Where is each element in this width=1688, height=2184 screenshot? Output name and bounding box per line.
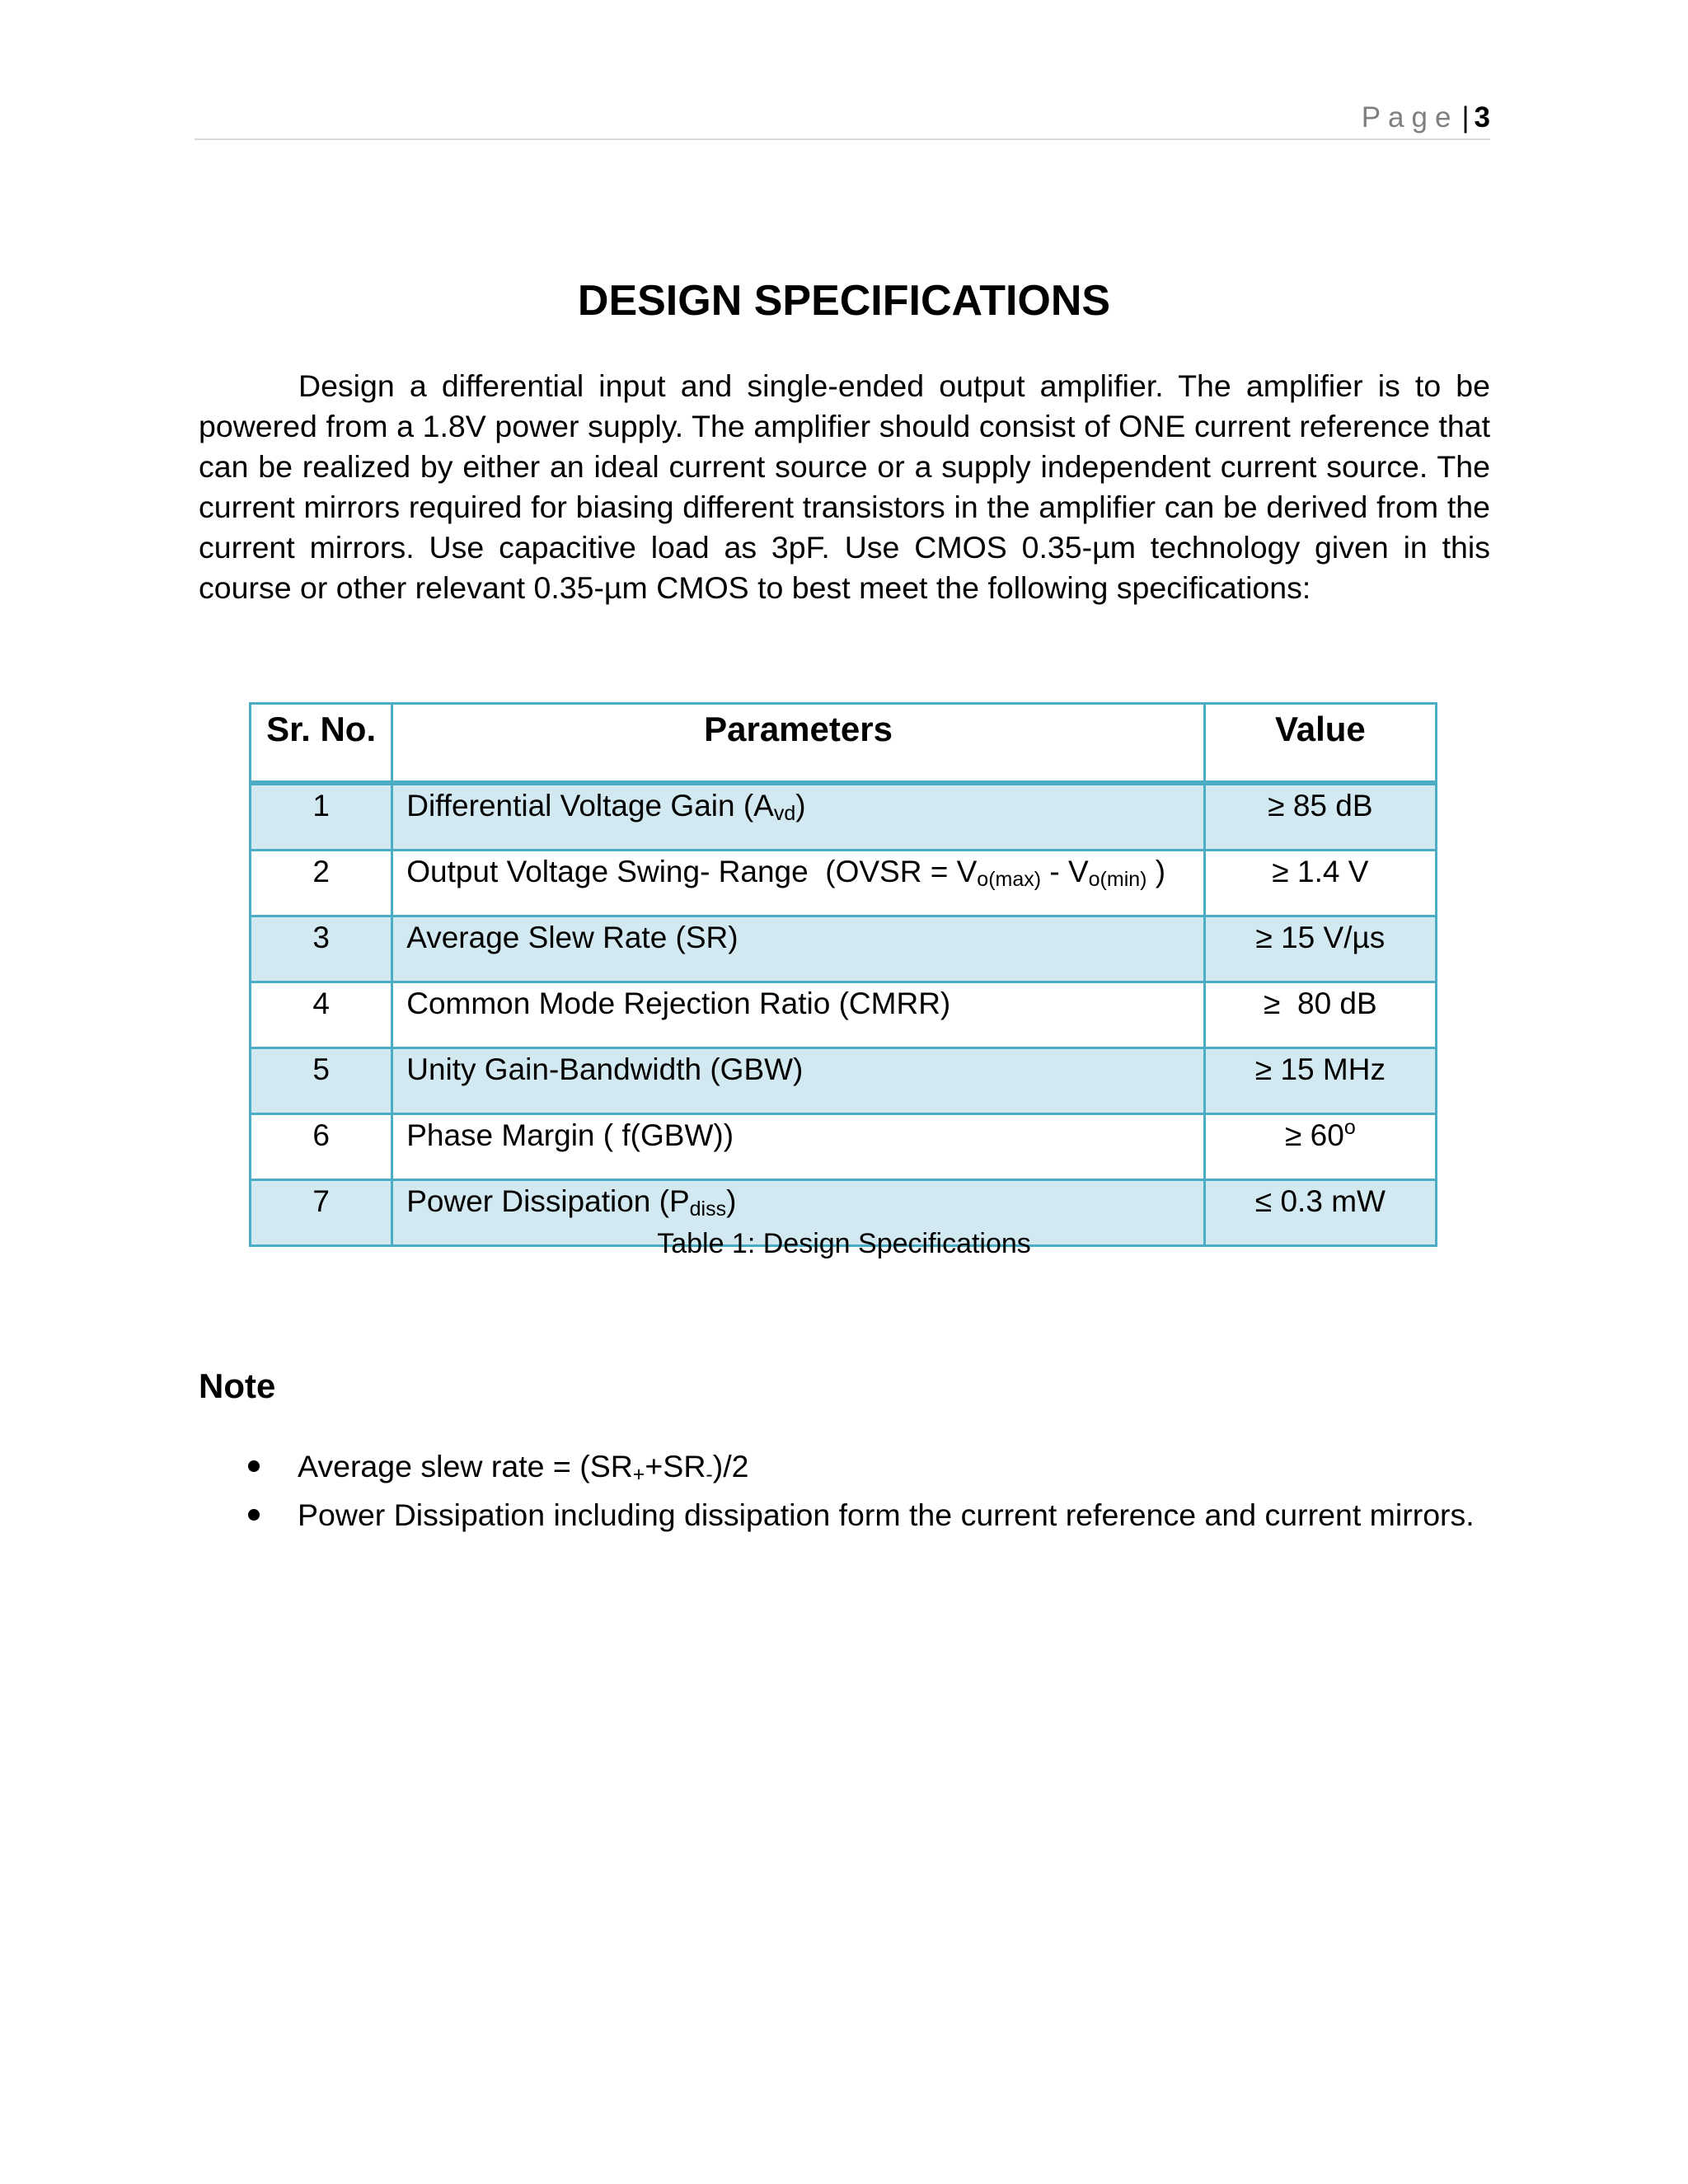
header-value: Value	[1204, 704, 1436, 784]
table-row	[251, 916, 1437, 982]
row-number: 4	[251, 982, 392, 1048]
row-number: 3	[251, 916, 392, 982]
intro-paragraph: Design a differential input and single-ended output amplifier. The amplifier is to be powered from a 1.8V power supply. The amplifier should consist of ONE current reference that can be realized by either an ideal current source or a supply independent current source. The current mirrors required for biasing different transistors in the amplifier can be derived from the current mirrors. Use capacitive load as 3pF. Use CMOS 0.35-µm technology given in this course or other relevant 0.35-µm CMOS to best meet the following specifications:	[199, 368, 1490, 605]
header-sr-no: Sr. No.	[251, 704, 392, 784]
table-header-row	[251, 704, 1437, 784]
bullet-icon	[248, 1460, 260, 1472]
row-parameter: Phase Margin ( f(GBW))	[392, 1114, 1205, 1180]
row-parameter: Average Slew Rate (SR)	[392, 916, 1205, 982]
page-number: 3	[1474, 101, 1490, 134]
row-number: 2	[251, 851, 392, 916]
page-separator: |	[1461, 101, 1470, 134]
row-parameter: Output Voltage Swing- Range (OVSR = $V_{o(max)} - V_{o(min)}$ )	[392, 851, 1205, 916]
row-value: ≤ 0.3 mW	[1204, 1180, 1436, 1246]
row-number: 5	[251, 1048, 392, 1114]
note-list	[199, 1442, 1517, 1540]
list-item: Power Dissipation including dissipation form the current reference and current mirrors.	[199, 1491, 1517, 1540]
list-item: Average slew rate = $(SR_++SR_-)/2$	[199, 1442, 1517, 1491]
row-value: ≥ 85 dB	[1204, 783, 1436, 851]
table-row	[251, 1114, 1437, 1180]
table-row	[251, 1048, 1437, 1114]
row-value: ≥ 15 V/µs	[1204, 916, 1436, 982]
table-row	[251, 982, 1437, 1048]
row-number: 6	[251, 1114, 392, 1180]
row-number: 1	[251, 783, 392, 851]
row-parameter: Differential Voltage Gain $(A_{vd})$	[392, 783, 1205, 851]
specifications-table	[249, 702, 1437, 1247]
page-title: DESIGN SPECIFICATIONS	[577, 277, 1111, 325]
row-parameter: Power Dissipation $(P_{diss})$	[392, 1180, 1205, 1246]
row-value: ≥ 80 dB	[1204, 982, 1436, 1048]
row-value: ≥ 15 MHz	[1204, 1048, 1436, 1114]
table-row	[251, 783, 1437, 851]
row-value: ≥ $60^o$	[1204, 1114, 1436, 1180]
bullet-icon	[248, 1509, 260, 1521]
table-row	[251, 851, 1437, 916]
note-heading: Note	[199, 1366, 276, 1405]
header-parameters: Parameters	[392, 704, 1205, 784]
row-parameter: Common Mode Rejection Ratio (CMRR)	[392, 982, 1205, 1048]
table-caption: Table 1: Design Specifications	[657, 1228, 1031, 1259]
page-label: Page	[1361, 101, 1459, 134]
row-parameter: Unity Gain-Bandwidth (GBW)	[392, 1048, 1205, 1114]
page-header	[195, 97, 1490, 140]
row-number: 7	[251, 1180, 392, 1246]
row-value: ≥ 1.4 V	[1204, 851, 1436, 916]
